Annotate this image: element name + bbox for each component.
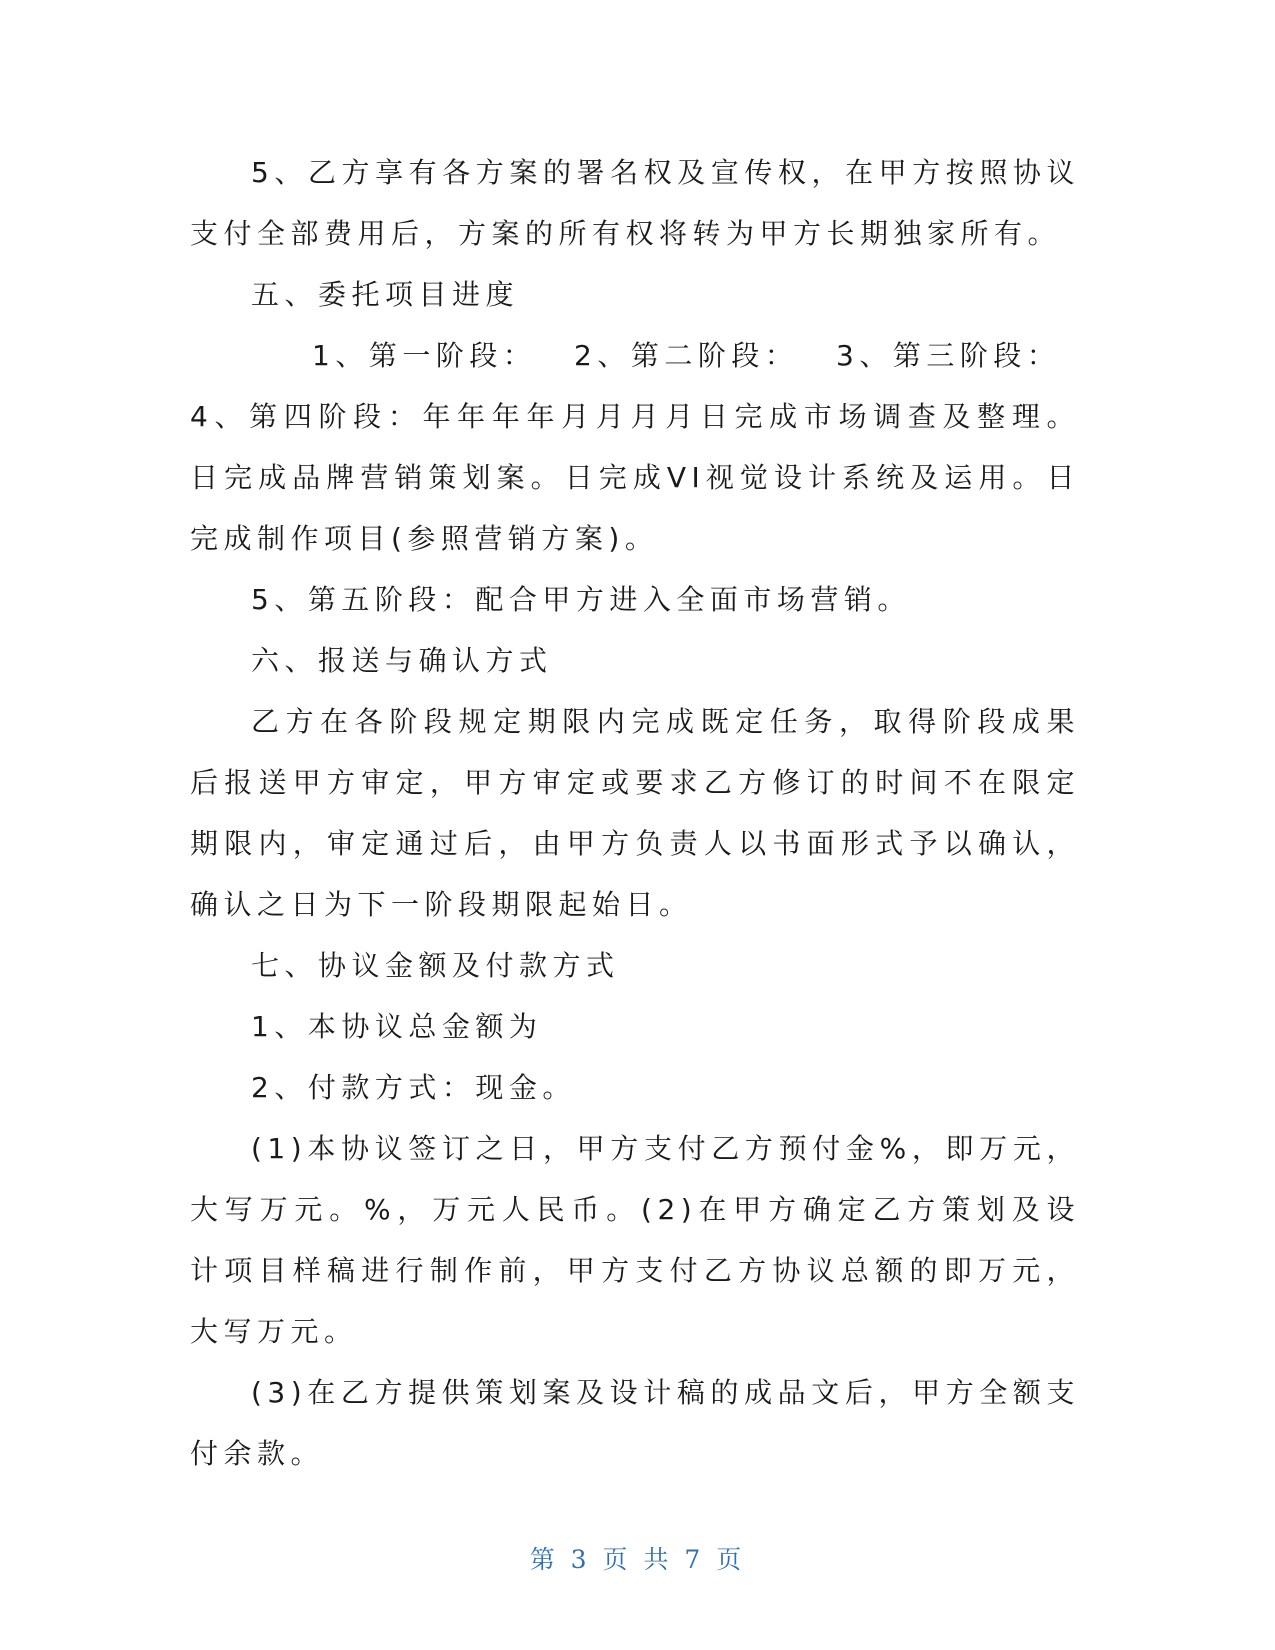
payment-terms-paragraph: (1)本协议签订之日，甲方支付乙方预付金%，即万元，大写万元。%，万元人民币。(2)在甲方确定乙方策划及设计项目样稿进行制作前，甲方支付乙方协议总额的即万元，大写万元。 bbox=[190, 1132, 1080, 1348]
section-heading-5: 五、委托项目进度 bbox=[251, 278, 520, 311]
payment-method-paragraph: 2、付款方式：现金。 bbox=[251, 1071, 576, 1104]
final-payment-paragraph: (3)在乙方提供策划案及设计稿的成品文后，甲方全额支付余款。 bbox=[190, 1376, 1080, 1470]
stage-list-row bbox=[190, 325, 1080, 386]
stage-1-label: 1、第一阶段： bbox=[312, 339, 537, 372]
confirmation-paragraph: 乙方在各阶段规定期限内完成既定任务，取得阶段成果后报送甲方审定，甲方审定或要求乙方修订的时间不在限定期限内，审定通过后，由甲方负责人以书面形式予以确认，确认之日为下一阶段期限起始日。 bbox=[190, 705, 1080, 921]
stage-3-label: 3、第三阶段： bbox=[836, 339, 1061, 372]
stage-2-label: 2、第二阶段： bbox=[574, 339, 799, 372]
page-number-footer: 第 3 页 共 7 页 bbox=[529, 1545, 746, 1574]
stage-5-paragraph: 5、第五阶段：配合甲方进入全面市场营销。 bbox=[251, 583, 911, 616]
stage-4-paragraph: 4、第四阶段：年年年年月月月月日完成市场调查及整理。日完成品牌营销策划案。日完成VI视觉设计系统及运用。日完成制作项目(参照营销方案)。 bbox=[190, 400, 1080, 555]
total-amount-paragraph: 1、本协议总金额为 bbox=[251, 1010, 543, 1043]
clause-5-rights: 5、乙方享有各方案的署名权及宣传权，在甲方按照协议支付全部费用后，方案的所有权将转为甲方长期独家所有。 bbox=[190, 156, 1080, 250]
section-heading-6: 六、报送与确认方式 bbox=[251, 644, 553, 677]
section-heading-7: 七、协议金额及付款方式 bbox=[251, 949, 620, 982]
document-body bbox=[190, 142, 1080, 1484]
